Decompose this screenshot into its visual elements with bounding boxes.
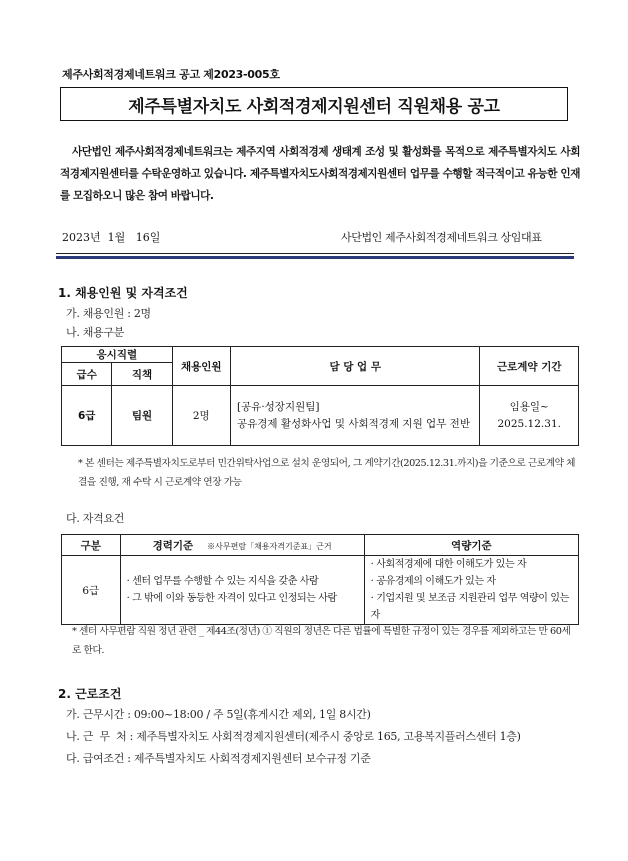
grade-cell: 6급 [62, 386, 112, 446]
period-cell [480, 386, 579, 446]
retirement-note: * 센터 사무편람 직원 정년 관련 _ 제44조(정년) ① 직원의 정년은 다른 법률에 특별한 규정이 있는 경우를 제외하고는 만 60세로 한다. [72, 626, 571, 656]
section-heading-1: 1. 채용인원 및 자격조건 [58, 286, 188, 300]
header-count: 채용인원 [172, 347, 230, 386]
count-cell: 2명 [172, 386, 230, 446]
recruit-type-label: 나. 채용구분 [66, 326, 125, 339]
duty-team: [공유·성장지원팀] [236, 400, 320, 413]
period-start: 임용일~ [509, 400, 549, 413]
recruit-count: 가. 채용인원 : 2명 [66, 307, 151, 320]
intro-text: 사단법인 제주사회적경제네트워크는 제주지역 사회적경제 생태계 조성 및 활성화를 목적으로 제주특별자치도 사회적경제지원센터를 수탁운영하고 있습니다. 제주특별자치도사회적경제지원센터 업무를 수행할 적극적이고 유능한 인재를 모집하오니 많은 참여 바랍니다. [60, 146, 580, 202]
recruit-table [61, 346, 579, 446]
section-heading-2: 2. 근로조건 [58, 687, 122, 701]
career-item: · 센터 업무를 수행할 수 있는 지식을 갖춘 사람 [126, 576, 319, 587]
qualification-table [61, 534, 579, 625]
req-header-career [120, 535, 364, 556]
career-cell [120, 556, 364, 625]
intro-paragraph [60, 141, 580, 207]
table-row [62, 386, 579, 446]
salary-condition: 다. 급여조건 : 제주특별자치도 사회적경제지원센터 보수규정 기준 [66, 752, 371, 765]
page-title: 제주특별자치도 사회적경제지원센터 직원채용 공고 [60, 87, 568, 121]
work-hours: 가. 근무시간 : 09:00~18:00 / 주 5일(휴게시간 제외, 1일 8시간) [66, 708, 371, 721]
header-grade: 급수 [62, 363, 112, 386]
organization-name: 사단법인 제주사회적경제네트워크 상임대표 [341, 231, 542, 244]
divider-line [56, 253, 574, 254]
competency-item: · 기업지원 및 보조금 지원관리 업무 역량이 있는 자 [370, 593, 569, 621]
competency-item: · 사회적경제에 대한 이해도가 있는 자 [370, 559, 527, 570]
position-cell: 팀원 [112, 386, 172, 446]
career-item: · 그 밖에 이와 동등한 자격이 있다고 인정되는 사람 [126, 593, 337, 604]
divider-bar [56, 256, 574, 259]
header-position: 직책 [112, 363, 172, 386]
notice-number: 제주사회적경제네트워크 공고 제2023-005호 [62, 68, 280, 81]
work-place: 나. 근 무 처 : 제주특별자치도 사회적경제지원센터(제주시 중앙로 165, 고용복지플러스센터 1층) [66, 730, 521, 743]
career-title: 경력기준 [152, 539, 194, 552]
career-source-note: ※사무편람「채용자격기준표」근거 [207, 541, 332, 551]
req-header-competency: 역량기준 [364, 535, 578, 556]
duty-description: 공유경제 활성화사업 및 사회적경제 지원 업무 전반 [236, 417, 470, 430]
header-exam-series: 응시직렬 [62, 347, 173, 363]
contract-note: * 본 센터는 제주특별자치도로부터 민간위탁사업으로 설치 운영되어, 그 계약기간(2025.12.31.까지)을 기준으로 근로계약 체결을 진행, 재 수탁 시 근로계약 연장 가능 [78, 458, 576, 488]
period-end: 2025.12.31. [497, 417, 561, 430]
req-grade-cell: 6급 [62, 556, 121, 625]
header-period: 근로계약 기간 [480, 347, 579, 386]
req-header-grade: 구분 [62, 535, 121, 556]
header-duty: 담 당 업 무 [230, 347, 480, 386]
notice-date: 2023년 1월 16일 [62, 231, 161, 244]
competency-cell [364, 556, 578, 625]
qualification-label: 다. 자격요건 [66, 512, 125, 525]
duty-cell [230, 386, 480, 446]
competency-item: · 공유경제의 이해도가 있는 자 [370, 576, 496, 587]
